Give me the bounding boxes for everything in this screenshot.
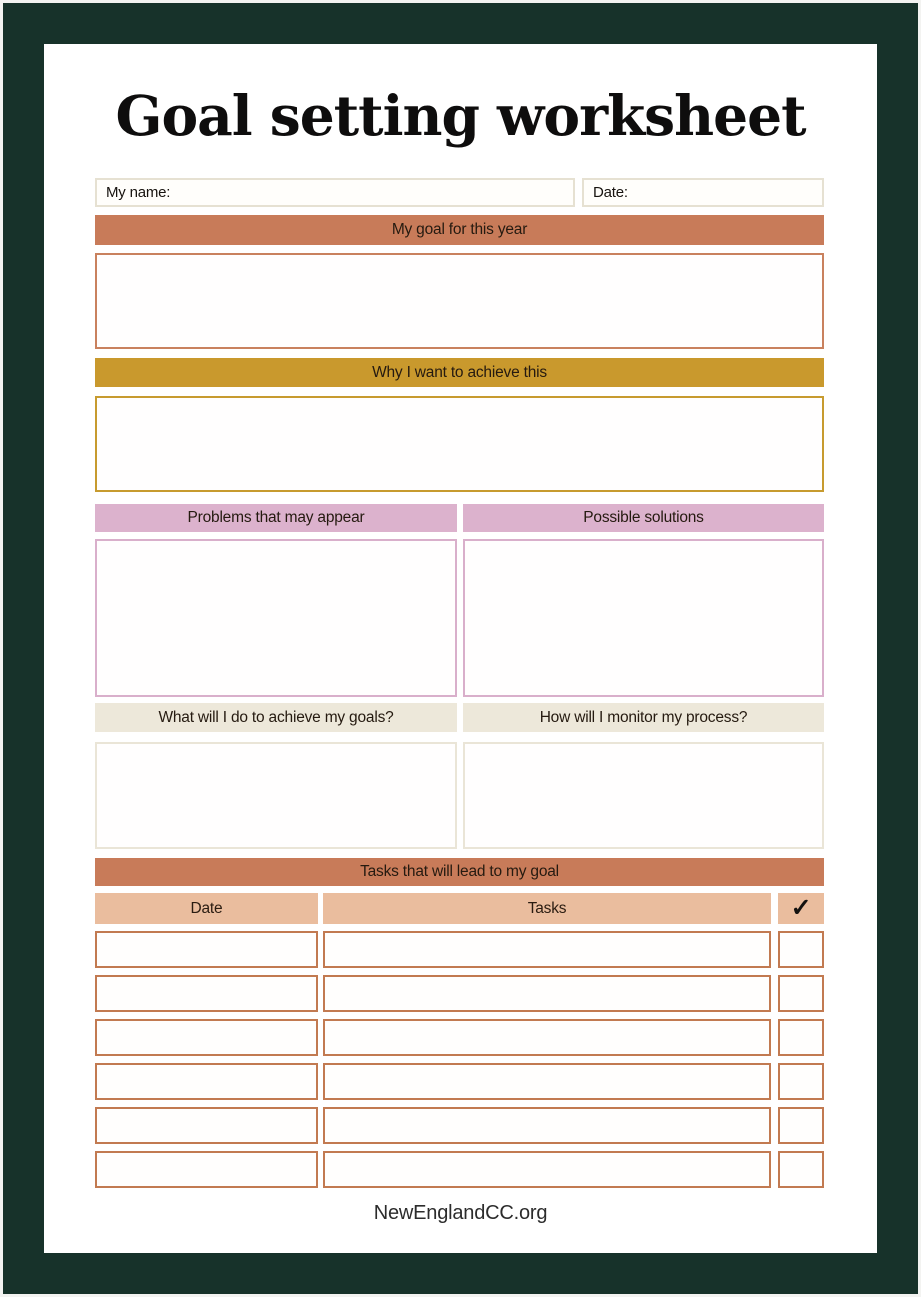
tasks-column-label: Tasks	[527, 899, 567, 917]
task-date-cell[interactable]	[95, 1063, 318, 1100]
footer-website: NewEnglandCC.org	[373, 1202, 548, 1224]
actions-input-box[interactable]	[95, 742, 457, 849]
task-text-cell[interactable]	[323, 975, 771, 1012]
monitor-section-header	[463, 703, 824, 732]
tasks-column-header-date	[95, 893, 318, 924]
task-check-cell[interactable]	[778, 1107, 824, 1144]
monitor-input-box[interactable]	[463, 742, 824, 849]
task-text-cell[interactable]	[323, 1063, 771, 1100]
task-check-cell[interactable]	[778, 1151, 824, 1188]
goal-section-header	[95, 215, 824, 245]
task-text-cell[interactable]	[323, 1019, 771, 1056]
task-check-cell[interactable]	[778, 931, 824, 968]
page-title: Goal setting worksheet	[115, 83, 806, 148]
task-text-cell[interactable]	[323, 1107, 771, 1144]
solutions-section-header	[463, 504, 824, 532]
date-field[interactable]	[582, 178, 824, 207]
name-field[interactable]	[95, 178, 575, 207]
goal-input-box[interactable]	[95, 253, 824, 349]
task-text-cell[interactable]	[323, 1151, 771, 1188]
monitor-section-title: How will I monitor my process?	[539, 708, 748, 726]
date-field-label: Date:	[593, 184, 628, 201]
task-date-cell[interactable]	[95, 1151, 318, 1188]
task-date-cell[interactable]	[95, 975, 318, 1012]
tasks-column-header-done	[778, 893, 824, 924]
task-check-cell[interactable]	[778, 1063, 824, 1100]
worksheet-page	[44, 44, 877, 1253]
actions-section-header	[95, 703, 457, 732]
task-table-row	[95, 975, 824, 1012]
goal-section-title: My goal for this year	[391, 221, 528, 238]
problems-section-header	[95, 504, 457, 532]
task-table-row	[95, 1151, 824, 1188]
task-text-cell[interactable]	[323, 931, 771, 968]
solutions-section-title: Possible solutions	[583, 509, 704, 526]
why-section-title: Why I want to achieve this	[372, 363, 547, 381]
why-section-header	[95, 358, 824, 387]
problems-section-title: Problems that may appear	[187, 509, 365, 526]
task-date-cell[interactable]	[95, 1107, 318, 1144]
task-table-row	[95, 1107, 824, 1144]
tasks-column-header-tasks	[323, 893, 771, 924]
why-input-box[interactable]	[95, 396, 824, 492]
task-date-cell[interactable]	[95, 1019, 318, 1056]
task-table-row	[95, 1063, 824, 1100]
name-field-label: My name:	[106, 184, 171, 201]
actions-section-title: What will I do to achieve my goals?	[158, 708, 394, 726]
checkmark-icon: ✓	[790, 894, 812, 922]
task-check-cell[interactable]	[778, 1019, 824, 1056]
task-date-cell[interactable]	[95, 931, 318, 968]
solutions-input-box[interactable]	[463, 539, 824, 697]
date-column-label: Date	[190, 899, 223, 917]
problems-input-box[interactable]	[95, 539, 457, 697]
task-table-row	[95, 1019, 824, 1056]
tasks-section-title: Tasks that will lead to my goal	[360, 863, 559, 880]
task-check-cell[interactable]	[778, 975, 824, 1012]
task-table-row	[95, 931, 824, 968]
tasks-section-header	[95, 858, 824, 886]
